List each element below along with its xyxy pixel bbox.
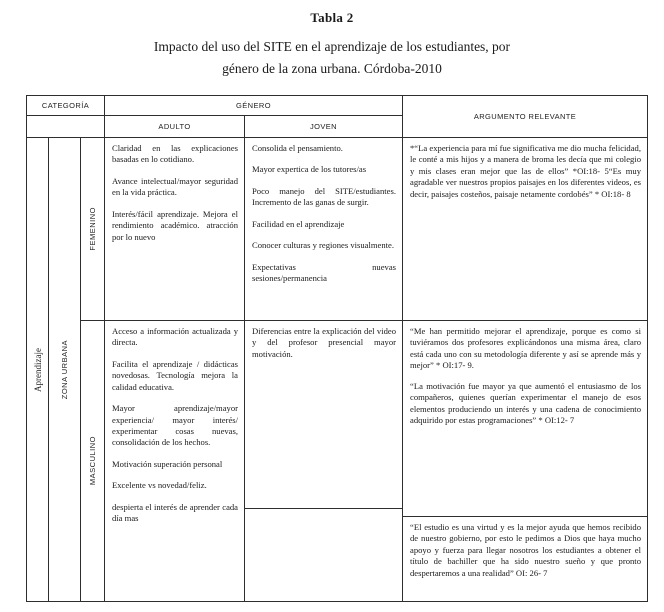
paragraph: Mayor aprendizaje/mayor experiencia/ mayor interés/ experimentar cosas nuevas, consolidación de los hechos. (112, 403, 238, 448)
paragraph: Acceso a información actualizada y directa. (112, 326, 238, 348)
paragraph: Avance intelectual/mayor seguridad en la vida práctica. (112, 175, 238, 198)
header-joven (245, 116, 403, 138)
cell-masculino-adulto (105, 321, 245, 601)
paragraph: Expectativas nuevas sesiones/permanencia (252, 261, 396, 283)
header-genero-label: GÉNERO (236, 101, 271, 110)
cell-masculino-argumento-bottom (403, 517, 647, 601)
table-title-line1: Impacto del uso del SITE en el aprendizaje de los estudiantes, por (153, 39, 511, 54)
paragraph: Interés/fácil aprendizaje. Mejora el rendimiento académico. atracción por lo nuevo (112, 208, 238, 242)
table-caption (0, 10, 664, 80)
cell-masculino-joven-empty (245, 509, 403, 601)
table-title-line2: género de la zona urbana. Córdoba-2010 (222, 61, 442, 76)
row-label-zona-urbana (49, 138, 81, 601)
paragraph: Motivación superación personal (112, 458, 223, 469)
paragraph: “La motivación fue mayor ya que aumentó el entusiasmo de los compañeros, quienes querían experimentar el manejo de esos elementos produciendo un interés y una cadena de conocimiento adquirido por estas programaciones” * OI:12- 7 (410, 380, 641, 425)
header-categoria-label: CATEGORÍA (41, 101, 90, 110)
paragraph: Facilita el aprendizaje / didácticas novedosas. Tecnología mejora la calidad educativa. (112, 358, 238, 392)
cell-femenino-adulto (105, 138, 245, 321)
paragraph: Facilidad en el aprendizaje (252, 218, 345, 229)
paragraph: Diferencias entre la explicación del video y del profesor presencial mayor motivación. (252, 326, 396, 359)
row-label-femenino (81, 138, 105, 321)
row-label-aprendizaje (27, 138, 49, 601)
paragraph: Consolida el pensamiento. (252, 143, 343, 153)
header-adulto (105, 116, 245, 138)
cell-femenino-joven (245, 138, 403, 321)
header-spacer-cell (27, 116, 105, 138)
paragraph: despierta el interés de aprender cada día mas (112, 501, 238, 524)
header-argumento-label: ARGUMENTO RELEVANTE (473, 112, 577, 121)
header-adulto-label: ADULTO (158, 122, 191, 131)
row-label-masculino (81, 321, 105, 601)
cell-masculino-argumento-top (403, 321, 647, 517)
zona-urbana-label: ZONA URBANA (60, 339, 69, 400)
paragraph: Conocer culturas y regiones visualmente. (252, 240, 394, 251)
paragraph: “El estudio es una virtud y es la mejor ayuda que hemos recibido de nuestro gobierno, por esto le pedimos a Dios que haya mucho apoyo y fuerza para llegar nosotros los estudiantes a obtener el título de bachiller que ha sido nuestro sueño y que pronto despertaremos a una realidad” OI: 26- 7 (410, 522, 641, 578)
paragraph: Excelente vs novedad/feliz. (112, 480, 207, 491)
masculino-label: MASCULINO (88, 436, 97, 486)
results-table (26, 95, 648, 602)
paragraph: Mayor expertica de los tutores/as (252, 164, 367, 175)
header-genero (105, 96, 403, 116)
paragraph: Poco manejo del SITE/estudiantes. Incremento de las ganas de surgir. (252, 185, 396, 208)
table-number: Tabla 2 (310, 10, 354, 25)
paragraph: *“La experiencia para mí fue significativa me dio mucha felicidad, le conté a mis hijos y a manera de broma les decía que mi colegio y mis clases eran mejor que las de ellos” *OI:18- 5“Es muy agradable ver nuestros propios paisajes en los diferentes videos, es decir, paisajes costeños, paisaje netamente cordobés” * OI:18- 8 (410, 143, 641, 199)
femenino-label: FEMENINO (88, 207, 97, 251)
cell-femenino-argumento (403, 138, 647, 321)
cell-masculino-joven (245, 321, 403, 509)
header-categoria (27, 96, 105, 116)
aprendizaje-label: Aprendizaje (32, 347, 43, 392)
header-argumento-relevante (403, 96, 647, 138)
paragraph: Claridad en las explicaciones basadas en lo cotidiano. (112, 143, 238, 165)
paragraph: “Me han permitido mejorar el aprendizaje, porque es como si tuviéramos dos profesores explicándonos una misma área, claro está cada uno con su metodología diferente y así se aprende más y mejor” * OI:17- 9. (410, 326, 641, 371)
header-joven-label: JOVEN (309, 122, 337, 131)
